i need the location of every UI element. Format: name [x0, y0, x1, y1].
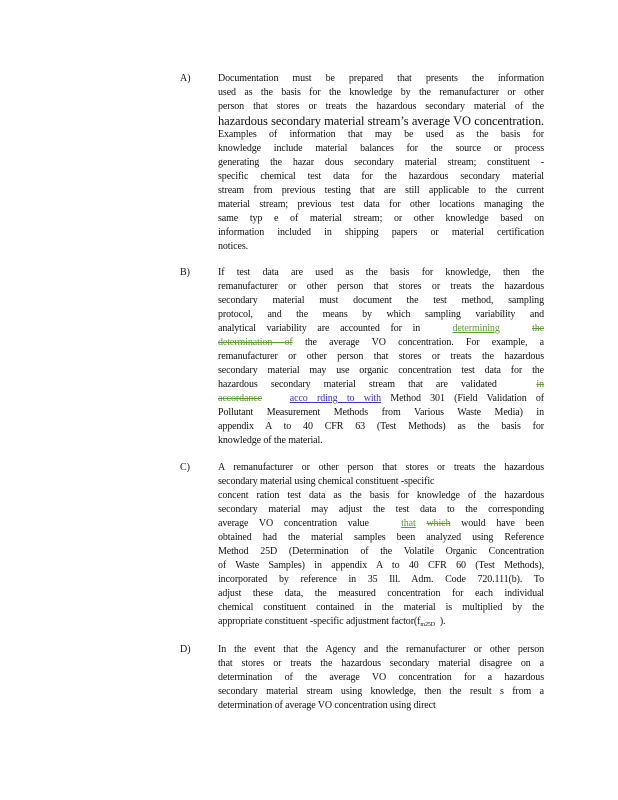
line-text: Method 301 (Field Validation of	[390, 393, 544, 404]
text-line: specific chemical test data for the hazardous secondary material	[218, 171, 544, 182]
text-line: appendix A to 40 CFR 63 (Test Methods) as the basis for	[218, 421, 544, 432]
text-line: incorporated by reference in 35 Ill. Adm. Code 720.111(b). To	[218, 574, 544, 585]
subscript: m25D	[420, 622, 436, 628]
item-marker: C)	[180, 462, 190, 473]
text-line: of Waste Samples) in appendix A to 40 CFR 60 (Test Methods),	[218, 560, 544, 571]
item-body	[218, 266, 544, 448]
text-line: secondary material may adjust the test data to the corresponding	[218, 504, 544, 515]
inserted-text: determining	[452, 323, 500, 334]
text-line: If test data are used as the basis for knowledge, then the	[218, 267, 544, 278]
text-line-with-edits	[218, 392, 544, 406]
text-line: notices.	[218, 241, 249, 252]
text-line: secondary material must document the test method, sampling	[218, 295, 544, 306]
text-line: information included in shipping papers or material certification	[218, 227, 544, 238]
deleted-text: in	[536, 379, 544, 390]
text-line: knowledge of the material.	[218, 435, 323, 446]
text-line: secondary material stream using knowledge, then the result s from a	[218, 686, 544, 697]
text-line: remanufacturer or other person that stores or treats the hazardous	[218, 351, 544, 362]
text-line: chemical constituent contained in the material is multiplied by the	[218, 602, 544, 613]
item-marker: A)	[180, 73, 191, 84]
deleted-text: which	[426, 518, 451, 529]
text-line-with-subscript	[218, 615, 544, 629]
text-line: hazardous secondary material stream’s average VO concentration.	[218, 114, 544, 128]
text-line-with-edits	[218, 336, 544, 350]
text-line-with-edits	[218, 517, 544, 531]
line-text: appropriate constituent -specific adjustment factor(f	[218, 616, 421, 627]
text-line: used as the basis for the knowledge by the remanufacturer or other	[218, 87, 544, 98]
line-text: average VO concentration value	[218, 518, 369, 529]
text-line: secondary material may use organic concentration test data for the	[218, 365, 544, 376]
text-line: that stores or treats the hazardous secondary material disagree on a	[218, 658, 544, 669]
text-line: Pollutant Measurement Methods from Various Waste Media) in	[218, 407, 544, 418]
text-line: remanufacturer or other person that stores or treats the hazardous	[218, 281, 544, 292]
line-text: the average VO concentration. For example, a	[304, 337, 544, 348]
text-line: A remanufacturer or other person that stores or treats the hazardous	[218, 462, 544, 473]
line-text: ).	[439, 616, 446, 627]
deleted-text: accordance	[218, 393, 262, 404]
text-line: concent ration test data as the basis for knowledge of the hazardous	[218, 490, 544, 501]
text-line: determination of average VO concentration using direct	[218, 700, 436, 711]
line-text: would have been	[461, 518, 545, 529]
text-line: same typ e of material stream; or other knowledge based on	[218, 213, 544, 224]
text-line: knowledge include material balances for the source or process	[218, 143, 544, 154]
line-text: hazardous secondary material stream that are validated	[218, 379, 497, 390]
inserted-text: that	[401, 518, 416, 529]
text-line: person that stores or treats the hazardous secondary material of the	[218, 101, 544, 112]
text-line: determination of the average VO concentration for a hazardous	[218, 672, 544, 683]
item-body	[218, 643, 544, 713]
item-body	[218, 72, 544, 254]
text-line-with-edits	[218, 322, 544, 336]
item-body	[218, 461, 544, 629]
item-marker: B)	[180, 267, 190, 278]
deleted-text: determination of	[218, 337, 293, 348]
text-line: Examples of information that may be used as the basis for	[218, 129, 544, 140]
item-marker: D)	[180, 644, 191, 655]
text-line: Documentation must be prepared that presents the information	[218, 73, 544, 84]
text-line: Method 25D (Determination of the Volatile Organic Concentration	[218, 546, 544, 557]
text-line: secondary material using chemical constituent -specific	[218, 476, 435, 487]
text-line: material stream; previous test data for other locations managing the	[218, 199, 544, 210]
text-line: stream from previous testing that are still applicable to the current	[218, 185, 544, 196]
inserted-text: acco rding to with	[289, 393, 382, 404]
text-line: generating the hazar dous secondary material stream; constituent -	[218, 157, 544, 168]
text-line: adjust these data, the measured concentration for each individual	[218, 588, 544, 599]
text-line: protocol, and the means by which sampling variability and	[218, 309, 544, 320]
text-line-with-edits	[218, 378, 544, 392]
text-line: obtained had the material samples been analyzed using Reference	[218, 532, 544, 543]
line-text: analytical variability are accounted for in	[218, 323, 421, 334]
text-line: In the event that the Agency and the remanufacturer or other person	[218, 644, 544, 655]
deleted-text: the	[532, 323, 544, 334]
